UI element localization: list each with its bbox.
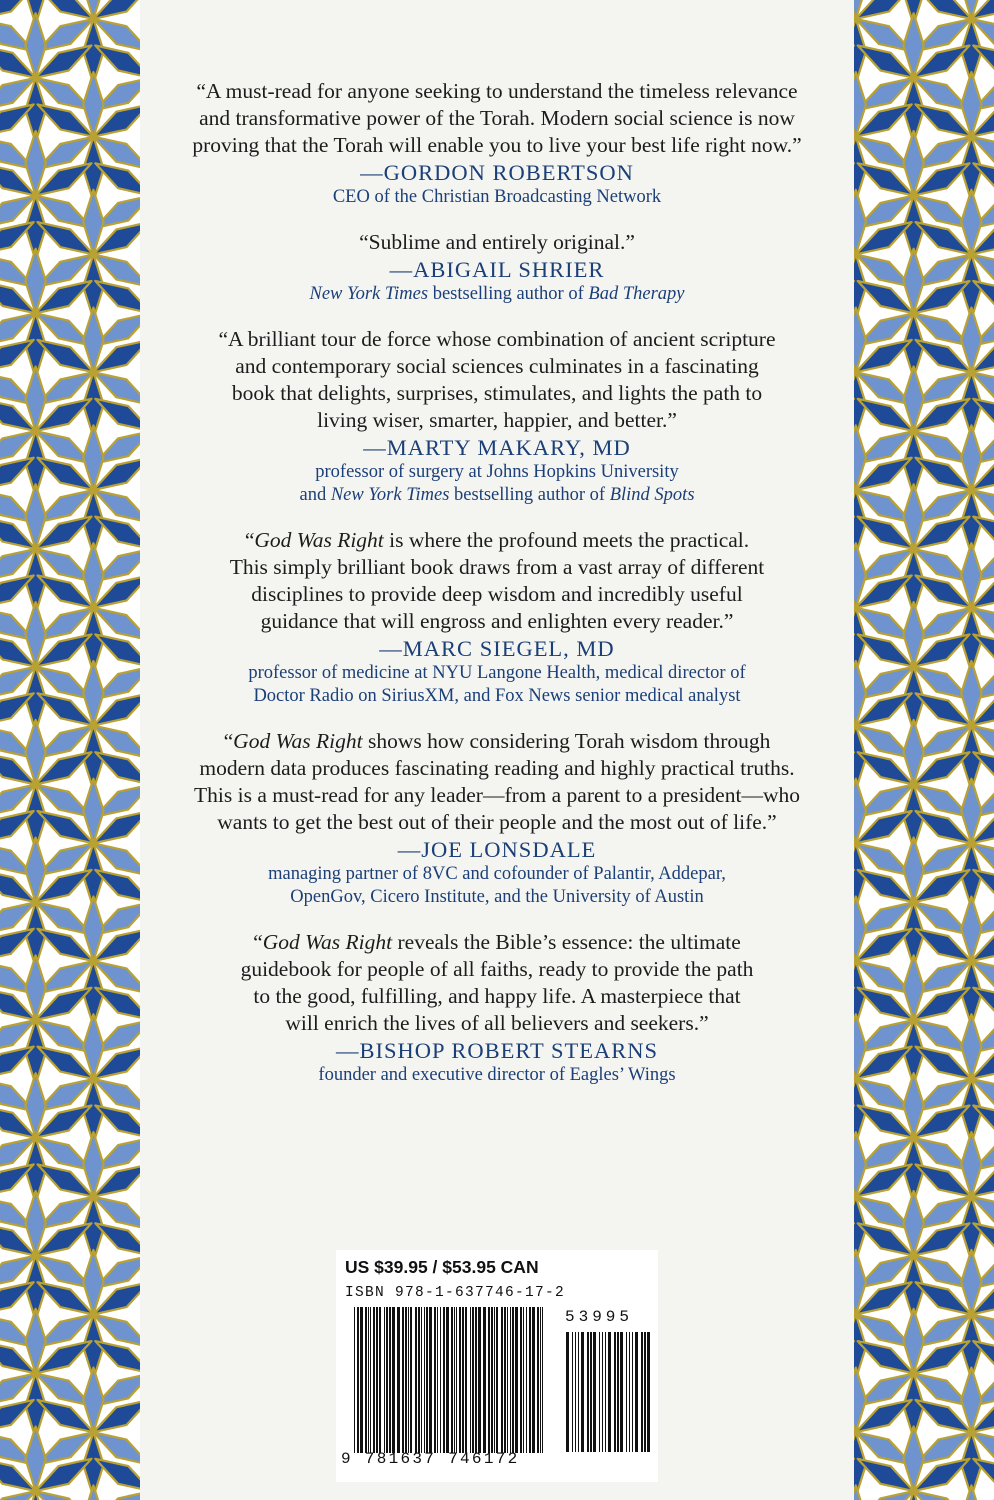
endorser-name: —BISHOP ROBERT STEARNS xyxy=(336,1038,658,1063)
barcode-bar xyxy=(424,1307,425,1453)
quote-line: living wiser, smarter, happier, and better.” xyxy=(317,408,677,432)
isbn-digits: 9 781637 746172 xyxy=(341,1450,520,1468)
book-title: Blind Spots xyxy=(609,485,695,505)
barcode-bar xyxy=(357,1307,359,1453)
barcode-bar xyxy=(365,1307,367,1453)
price-label: US $39.95 / $53.95 CAN xyxy=(345,1257,539,1277)
barcode-bar xyxy=(647,1332,650,1452)
quote-line: “God Was Right reveals the Bible’s essence: the ultimate xyxy=(253,930,741,954)
barcode-bar xyxy=(635,1332,638,1452)
endorser-title: managing partner of 8VC and cofounder of Palantir, Addepar, xyxy=(268,864,726,884)
barcode-bar xyxy=(617,1332,619,1452)
quote-line: “A must-read for anyone seeking to understand the timeless relevance xyxy=(196,79,798,103)
endorsements xyxy=(150,78,844,1087)
barcode-bar xyxy=(370,1307,371,1453)
quote-line: “Sublime and entirely original.” xyxy=(359,230,635,254)
barcode-bar xyxy=(472,1307,474,1453)
barcode-bar xyxy=(386,1307,388,1453)
endorsement-robertson xyxy=(150,78,844,209)
endorser-title: founder and executive director of Eagles’ Wings xyxy=(318,1065,676,1085)
barcode-bar xyxy=(510,1307,511,1453)
barcode-bar xyxy=(587,1332,589,1452)
quote-line: guidebook for people of all faiths, ready to provide the path xyxy=(240,957,754,981)
barcode-bar xyxy=(368,1307,369,1453)
barcode-bar xyxy=(515,1307,518,1453)
barcode-bar xyxy=(418,1307,420,1453)
barcode-bar xyxy=(478,1307,481,1453)
barcode-bar xyxy=(537,1307,539,1453)
barcode-bar xyxy=(402,1307,404,1453)
barcode-bar xyxy=(632,1332,633,1452)
barcode-bar xyxy=(475,1307,477,1453)
endorser-name: —MARC SIEGEL, MD xyxy=(379,636,615,661)
barcode-bar xyxy=(578,1332,579,1452)
barcode-bar xyxy=(360,1307,363,1453)
barcode-bar xyxy=(421,1307,422,1453)
barcode-bar xyxy=(408,1307,409,1453)
barcode-bar xyxy=(454,1307,455,1453)
endorsement-stearns xyxy=(150,929,844,1087)
quote-line: This is a must-read for any leader—from a parent to a president—who xyxy=(194,783,800,807)
barcode-bar xyxy=(512,1307,514,1453)
price-supplement-number: 53995 xyxy=(565,1308,634,1326)
barcode-bar xyxy=(426,1307,428,1453)
quote-line: modern data produces fascinating reading and highly practical truths. xyxy=(199,756,795,780)
left-star-pattern-border xyxy=(0,0,140,1500)
barcode-bar xyxy=(605,1332,606,1452)
endorser-title: OpenGov, Cicero Institute, and the University of Austin xyxy=(290,887,704,907)
barcode-bar xyxy=(540,1307,541,1453)
barcode-bar xyxy=(572,1332,573,1452)
endorser-title: New York Times bestselling author of Bad Therapy xyxy=(309,284,685,304)
barcode-bar xyxy=(389,1307,391,1453)
quote-line: This simply brilliant book draws from a vast array of different xyxy=(229,555,765,579)
barcode-bar xyxy=(443,1307,445,1453)
barcode-bar xyxy=(614,1332,616,1452)
endorsement-lonsdale xyxy=(150,728,844,909)
barcode-bar xyxy=(373,1307,375,1453)
endorser-title: professor of medicine at NYU Langone Health, medical director of xyxy=(248,663,746,683)
barcode-bar xyxy=(354,1307,355,1453)
endorser-title: Doctor Radio on SiriusXM, and Fox News senior medical analyst xyxy=(253,686,741,706)
barcode-bar xyxy=(529,1307,531,1453)
supplement-barcode xyxy=(566,1332,650,1452)
ean-barcode xyxy=(354,1307,544,1453)
quote-line: “God Was Right is where the profound meets the practical. xyxy=(244,528,750,552)
quote-line: and contemporary social sciences culminates in a fascinating xyxy=(235,354,759,378)
barcode-bar xyxy=(599,1332,600,1452)
barcode-bar xyxy=(494,1307,495,1453)
barcode-bar xyxy=(590,1332,592,1452)
barcode-bar xyxy=(641,1332,643,1452)
quote-line: will enrich the lives of all believers and seekers.” xyxy=(285,1011,709,1035)
book-title: Bad Therapy xyxy=(588,284,685,304)
barcode-bar xyxy=(581,1332,584,1452)
barcode-bar xyxy=(626,1332,627,1452)
quote-line: and transformative power of the Torah. Modern social science is now xyxy=(199,106,795,130)
endorser-name: —MARTY MAKARY, MD xyxy=(363,435,631,460)
barcode-bar xyxy=(483,1307,486,1453)
isbn-label: ISBN 978-1-637746-17-2 xyxy=(345,1285,566,1301)
barcode-bar xyxy=(456,1307,457,1453)
endorser-name: —GORDON ROBERTSON xyxy=(360,160,634,185)
barcode-bar xyxy=(488,1307,490,1453)
barcode-bar xyxy=(440,1307,441,1453)
right-star-pattern-border xyxy=(854,0,994,1500)
book-title: God Was Right xyxy=(254,528,384,552)
endorser-title: and New York Times bestselling author of Blind Spots xyxy=(299,485,695,505)
endorser-title: professor of surgery at Johns Hopkins University xyxy=(315,462,679,482)
quote-line: “God Was Right shows how considering Torah wisdom through xyxy=(223,729,771,753)
barcode-bar xyxy=(376,1307,378,1453)
barcode-bar xyxy=(523,1307,524,1453)
barcode-bar xyxy=(410,1307,412,1453)
barcode-bar xyxy=(566,1332,569,1452)
barcode-bar xyxy=(532,1307,535,1453)
quote-line: book that delights, surprises, stimulates, and lights the path to xyxy=(231,381,763,405)
endorser-title: CEO of the Christian Broadcasting Network xyxy=(332,187,662,207)
barcode-bar xyxy=(542,1307,543,1453)
barcode-bar xyxy=(593,1332,596,1452)
quote-line: “A brilliant tour de force whose combination of ancient scripture xyxy=(218,327,776,351)
barcode-bar xyxy=(437,1307,438,1453)
quote-line: to the good, fulfilling, and happy life. A masterpiece that xyxy=(253,984,741,1008)
barcode-bar xyxy=(620,1332,623,1452)
barcode-bar xyxy=(507,1307,508,1453)
endorser-name: —ABIGAIL SHRIER xyxy=(389,257,605,282)
endorsement-siegel xyxy=(150,527,844,708)
endorsement-makary xyxy=(150,326,844,507)
barcode-bar xyxy=(397,1307,400,1453)
barcode-bar xyxy=(379,1307,381,1453)
quote-line: guidance that will engross and enlighten every reader.” xyxy=(260,609,734,633)
quote-line: wants to get the best out of their people and the most out of life.” xyxy=(217,810,777,834)
barcode-bar xyxy=(384,1307,385,1453)
isbn-barcode-box xyxy=(336,1250,658,1482)
barcode-bar xyxy=(575,1332,576,1452)
barcode-bar xyxy=(608,1332,611,1452)
barcode-bar xyxy=(520,1307,522,1453)
barcode-bar xyxy=(629,1332,630,1452)
barcode-bar xyxy=(465,1307,467,1453)
barcode-bar xyxy=(405,1307,407,1453)
barcode-bar xyxy=(644,1332,646,1452)
quote-line: disciplines to provide deep wisdom and incredibly useful xyxy=(251,582,743,606)
barcode-bar xyxy=(446,1307,449,1453)
publication-name: New York Times xyxy=(309,284,429,304)
barcode-bar xyxy=(496,1307,498,1453)
barcode-bar xyxy=(429,1307,432,1453)
barcode-bar xyxy=(602,1332,603,1452)
barcode-bar xyxy=(459,1307,461,1453)
book-title: God Was Right xyxy=(262,930,393,954)
barcode-bar xyxy=(462,1307,464,1453)
barcode-bar xyxy=(451,1307,453,1453)
barcode-bar xyxy=(501,1307,503,1453)
barcode-bar xyxy=(415,1307,417,1453)
barcode-bar xyxy=(526,1307,527,1453)
quote-line: proving that the Torah will enable you to live your best life right now.” xyxy=(192,133,802,157)
endorsement-shrier xyxy=(150,229,844,306)
publication-name: New York Times xyxy=(330,485,450,505)
barcode-bar xyxy=(504,1307,506,1453)
barcode-bar xyxy=(392,1307,395,1453)
endorser-name: —JOE LONSDALE xyxy=(397,837,597,862)
book-title: God Was Right xyxy=(233,729,363,753)
barcode-bar xyxy=(491,1307,493,1453)
barcode-bar xyxy=(470,1307,471,1453)
barcode-bar xyxy=(434,1307,436,1453)
